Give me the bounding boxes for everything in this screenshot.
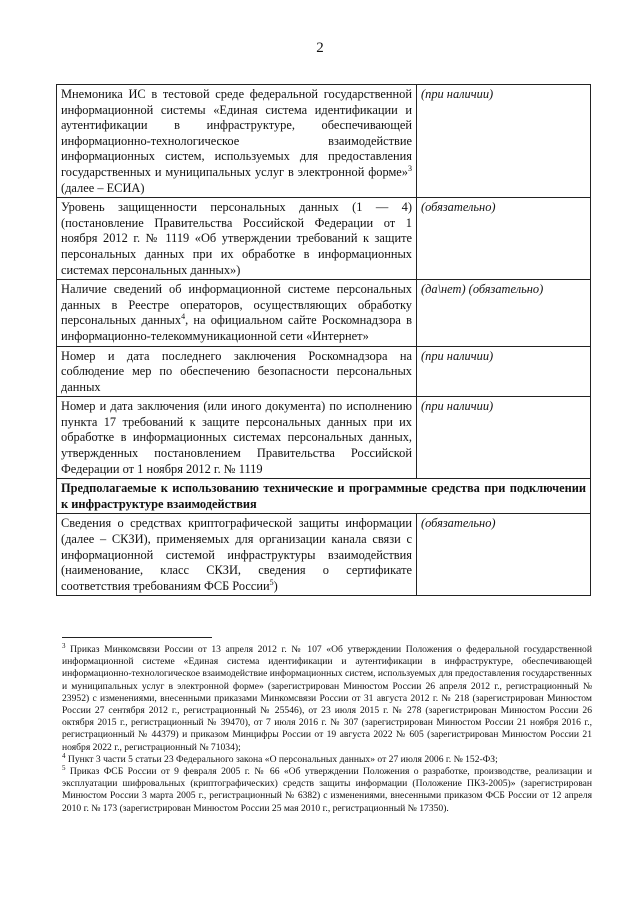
footnote-ref: 3 bbox=[408, 163, 412, 173]
field-requirement: (при наличии) bbox=[417, 85, 591, 198]
table-row bbox=[57, 397, 591, 479]
section-row bbox=[57, 479, 591, 514]
footnotes bbox=[62, 641, 593, 815]
table-row bbox=[57, 198, 591, 280]
field-description: Мнемоника ИС в тестовой среде федеральной государственной информационной системы «Единая система идентификации и аутентификации в инфраструктуре, обеспечивающей информационно-технологическое взаимодействие информационных систем, используемых для предоставления государственных и муниципальных услуг в электронной форме»$^3$ (далее – ЕСИА) bbox=[57, 85, 417, 198]
field-description: Уровень защищенности персональных данных (1 — 4) (постановление Правительства Российской Федерации от 1 ноября 2012 г. № 1119 «Об утверждении требований к защите персональных данных при их обработке в информационных системах персональных данных») bbox=[57, 198, 417, 280]
table-row bbox=[57, 85, 591, 198]
field-requirement: (да\нет) (обязательно) bbox=[417, 280, 591, 346]
footnote: $^3$ Приказ Минкомсвязи России от 13 апреля 2012 г. № 107 «Об утверждении Положения о федеральной государственной информационной системе «Единая система идентификации и аутентификации в инфраструктуре, обеспечивающей информационно-технологическое взаимодействие информационных систем, используемых для предоставления государственных и муниципальных услуг в электронной форме» (зарегистрирован Минюстом России 26 апреля 2012 г., регистрационный № 23952) с изменениями, внесенными приказами Минкомсвязи России от 31 августа 2012 г. № 218 (зарегистрирован Минюстом России 27 сентября 2012 г., регистрационный № 25546), от 23 июля 2015 г. № 278 (зарегистрирован Минюстом России 26 октября 2015 г., регистрационный № 39470), от 7 июля 2016 г. № 307 (зарегистрирован Минюстом России 21 ноября 2016 г., регистрационный № 44379) и приказом Минцифры России от 19 августа 2022 № 605 (зарегистрирован Минюстом России 21 ноября 2022 г., регистрационный № 71034); bbox=[62, 641, 593, 753]
footnote: $^4$ Пункт 3 части 5 статьи 23 Федерального закона «О персональных данных» от 27 июля 2006 г. № 152-ФЗ; bbox=[62, 751, 498, 765]
field-requirement: (обязательно) bbox=[417, 514, 591, 596]
footnote-ref: 4 bbox=[181, 312, 186, 322]
section-heading: Предполагаемые к использованию технические и программные средства при подключении к инфраструктуре взаимодействия bbox=[57, 479, 591, 514]
field-description: Номер и дата заключения (или иного документа) по исполнению пункта 17 требований к защите персональных данных при их обработке в информационных системах персональных данных, утвержденных постановлением Правительства Российской Федерации от 1 ноября 2012 г. № 1119 bbox=[57, 397, 417, 479]
field-requirement: (обязательно) bbox=[417, 198, 591, 280]
page-number: 2 bbox=[316, 40, 324, 56]
table-row bbox=[57, 514, 591, 596]
table-row bbox=[57, 346, 591, 397]
form-table bbox=[56, 84, 591, 596]
field-description: Сведения о средствах криптографической защиты информации (далее – СКЗИ), применяемых для организации канала связи с информационной системой инфраструктуры взаимодействия (наименование, класс СКЗИ, сведения о сертификате соответствия требованиям ФСБ России$^5$) bbox=[57, 514, 417, 596]
footnote: $^5$ Приказ ФСБ России от 9 февраля 2005 г. № 66 «Об утверждении Положения о разработке, производстве, реализации и эксплуатации шифровальных (криптографических) средств защиты информации (Положение ПКЗ-2005)» (зарегистрирован Минюстом России 3 марта 2005 г., регистрационный № 6382) с изменениями, внесенными приказом ФСБ России от 12 апреля 2010 г. № 173 (зарегистрирован Минюстом России 25 мая 2010 г., регистрационный № 17350). bbox=[62, 763, 592, 814]
field-description: Наличие сведений об информационной системе персональных данных в Реестре операторов, осуществляющих обработку персональных данных$^4$, на официальном сайте Роскомнадзора в информационно-телекоммуникационной сети «Интернет» bbox=[57, 280, 417, 346]
field-requirement: (при наличии) bbox=[417, 397, 591, 479]
field-requirement: (при наличии) bbox=[417, 346, 591, 397]
footnote-divider bbox=[62, 637, 212, 638]
footnote-ref: 5 bbox=[269, 577, 274, 587]
field-description: Номер и дата последнего заключения Роскомнадзора на соблюдение мер по обеспечению безопасности персональных данных bbox=[57, 346, 417, 397]
table-row bbox=[57, 280, 591, 346]
